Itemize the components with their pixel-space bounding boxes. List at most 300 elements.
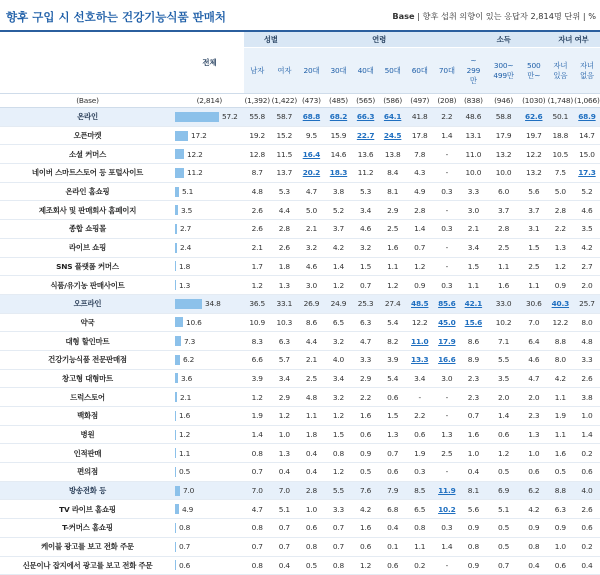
value-bar <box>175 542 176 552</box>
whole-value: 57.2 <box>221 112 238 122</box>
whole-value: 34.8 <box>204 299 221 309</box>
value-cell: - <box>433 556 460 575</box>
whole-cell <box>175 313 244 332</box>
value-bar <box>175 560 176 570</box>
value-cell: 68.9 <box>574 108 600 127</box>
whole-cell <box>175 388 244 407</box>
value-cell: 8.3 <box>244 332 271 351</box>
value-cell: 0.8 <box>460 537 486 556</box>
value-cell: 0.9 <box>460 519 486 538</box>
value-cell: 13.2 <box>521 164 547 183</box>
value-cell: 1.3 <box>271 276 298 295</box>
value-cell: 2.5 <box>521 257 547 276</box>
row-label: 대형 할인마트 <box>0 332 175 351</box>
col-header-10: 500 만~ <box>521 48 547 94</box>
base-note <box>392 11 596 22</box>
value-cell: - <box>433 407 460 426</box>
value-cell: 3.0 <box>298 276 325 295</box>
value-cell: 4.6 <box>574 201 600 220</box>
value-cell: 1.4 <box>433 537 460 556</box>
value-cell: 3.9 <box>244 369 271 388</box>
value-bar <box>175 112 219 122</box>
value-cell: 3.3 <box>325 500 352 519</box>
value-cell: 0.7 <box>352 276 379 295</box>
value-cell: 6.3 <box>547 500 574 519</box>
value-cell: 1.4 <box>406 220 433 239</box>
value-cell: 68.8 <box>298 108 325 127</box>
value-cell: 13.3 <box>406 350 433 369</box>
value-cell: 8.0 <box>547 350 574 369</box>
value-cell: 0.6 <box>574 519 600 538</box>
value-cell: 5.0 <box>298 201 325 220</box>
value-cell: 3.9 <box>379 350 406 369</box>
value-cell: 0.4 <box>298 444 325 463</box>
value-cell: 3.3 <box>460 182 486 201</box>
value-cell: 1.5 <box>352 257 379 276</box>
value-cell: 4.9 <box>406 182 433 201</box>
col-header-3: 30대 <box>325 48 352 94</box>
whole-cell <box>175 350 244 369</box>
base-note-text: | 향후 섭취 의향이 있는 응답자 2,814명 단위 | % <box>414 11 596 21</box>
value-cell: 27.4 <box>379 294 406 313</box>
value-cell: 24.9 <box>325 294 352 313</box>
value-cell: 11.0 <box>406 332 433 351</box>
value-cell: 1.1 <box>460 276 486 295</box>
value-cell: 1.7 <box>244 257 271 276</box>
value-cell: 26.9 <box>298 294 325 313</box>
value-cell: 50.1 <box>547 108 574 127</box>
value-cell: 13.1 <box>460 126 486 145</box>
value-cell: 5.3 <box>352 182 379 201</box>
value-cell: 5.1 <box>271 500 298 519</box>
value-cell: 3.7 <box>521 201 547 220</box>
value-cell: 0.6 <box>352 425 379 444</box>
value-cell: 0.2 <box>574 537 600 556</box>
value-cell: 1.6 <box>352 407 379 426</box>
value-cell: 0.7 <box>486 556 520 575</box>
value-bar <box>175 224 177 234</box>
table-row <box>0 238 600 257</box>
value-cell: 4.3 <box>406 164 433 183</box>
whole-cell <box>175 481 244 500</box>
value-cell: 25.3 <box>352 294 379 313</box>
value-cell: 0.7 <box>379 444 406 463</box>
value-cell: 3.3 <box>574 350 600 369</box>
base-cell: (565) <box>352 94 379 108</box>
row-label: 케이블 광고를 보고 전화 주문 <box>0 537 175 556</box>
value-bar <box>175 205 178 215</box>
value-cell: 0.9 <box>547 276 574 295</box>
value-cell: 4.2 <box>352 500 379 519</box>
base-cell: (485) <box>325 94 352 108</box>
value-cell: 4.2 <box>521 500 547 519</box>
value-bar <box>175 392 177 402</box>
value-bar <box>175 299 202 309</box>
col-header-11: 자녀 있음 <box>547 48 574 94</box>
value-bar <box>175 430 176 440</box>
value-cell: 15.9 <box>325 126 352 145</box>
row-label: 약국 <box>0 313 175 332</box>
value-cell: 1.1 <box>298 407 325 426</box>
value-cell: 1.9 <box>244 407 271 426</box>
value-cell: 0.6 <box>406 425 433 444</box>
value-cell: 1.6 <box>486 276 520 295</box>
value-cell: 4.4 <box>271 201 298 220</box>
value-bar <box>175 168 184 178</box>
value-cell: 2.5 <box>486 238 520 257</box>
value-cell: 17.9 <box>486 126 520 145</box>
value-cell: 2.6 <box>244 220 271 239</box>
value-cell: 0.6 <box>379 556 406 575</box>
value-cell: 2.1 <box>244 238 271 257</box>
row-label: 소셜 커머스 <box>0 145 175 164</box>
value-cell: 8.7 <box>244 164 271 183</box>
value-cell: 0.7 <box>271 519 298 538</box>
value-cell: 62.6 <box>521 108 547 127</box>
value-cell: 0.4 <box>521 556 547 575</box>
value-cell: 1.9 <box>547 407 574 426</box>
value-cell: 66.3 <box>352 108 379 127</box>
col-header-0: 남자 <box>244 48 271 94</box>
value-cell: 13.6 <box>352 145 379 164</box>
table-row <box>0 313 600 332</box>
value-cell: 48.5 <box>406 294 433 313</box>
value-cell: 1.3 <box>379 425 406 444</box>
row-label: 드럭스토어 <box>0 388 175 407</box>
value-cell: 4.7 <box>298 182 325 201</box>
value-cell: 0.7 <box>406 238 433 257</box>
value-cell: 10.3 <box>271 313 298 332</box>
value-cell: 6.5 <box>325 313 352 332</box>
group-header-age: 연령 <box>298 31 460 48</box>
value-cell: 12.8 <box>244 145 271 164</box>
col-header-1: 여자 <box>271 48 298 94</box>
value-cell: 10.5 <box>547 145 574 164</box>
value-cell: 1.6 <box>460 425 486 444</box>
value-cell: 2.2 <box>352 388 379 407</box>
value-cell: 0.4 <box>298 463 325 482</box>
whole-cell <box>175 108 244 127</box>
value-cell: 0.5 <box>486 463 520 482</box>
value-bar <box>175 504 179 514</box>
table-row <box>0 350 600 369</box>
row-label: 오프라인 <box>0 294 175 313</box>
value-cell: 16.4 <box>298 145 325 164</box>
table-row <box>0 407 600 426</box>
row-label: 오픈마켓 <box>0 126 175 145</box>
whole-value: 1.2 <box>178 430 191 440</box>
value-cell: 8.1 <box>379 182 406 201</box>
value-cell: 4.0 <box>574 481 600 500</box>
value-cell: 2.1 <box>298 350 325 369</box>
value-cell: 5.6 <box>521 182 547 201</box>
value-cell: 30.6 <box>521 294 547 313</box>
row-label: 병원 <box>0 425 175 444</box>
base-cell: (208) <box>433 94 460 108</box>
value-cell: 7.6 <box>352 481 379 500</box>
whole-value: 7.3 <box>183 336 196 346</box>
value-bar <box>175 243 177 253</box>
value-cell: 8.8 <box>547 481 574 500</box>
value-cell: 12.2 <box>547 313 574 332</box>
value-cell: 3.7 <box>325 220 352 239</box>
whole-cell <box>175 463 244 482</box>
value-cell: 6.2 <box>521 481 547 500</box>
value-bar <box>175 373 178 383</box>
value-cell: 6.4 <box>521 332 547 351</box>
whole-value: 1.8 <box>178 261 191 271</box>
table-row <box>0 463 600 482</box>
value-cell: 10.0 <box>486 164 520 183</box>
value-cell: 11.5 <box>271 145 298 164</box>
value-cell: 0.7 <box>244 463 271 482</box>
value-cell: 1.3 <box>271 444 298 463</box>
base-row <box>0 94 600 108</box>
value-cell: 3.2 <box>325 332 352 351</box>
value-cell: 1.1 <box>486 257 520 276</box>
value-cell: 58.8 <box>486 108 520 127</box>
row-label: 방송전화 등 <box>0 481 175 500</box>
value-cell: 8.6 <box>460 332 486 351</box>
value-cell: 0.9 <box>547 519 574 538</box>
value-cell: 0.3 <box>433 276 460 295</box>
row-header-corner <box>0 31 175 94</box>
value-cell: 5.4 <box>379 369 406 388</box>
value-cell: 0.6 <box>379 463 406 482</box>
value-cell: 5.7 <box>271 350 298 369</box>
table-body <box>0 94 600 575</box>
value-cell: 1.5 <box>521 238 547 257</box>
value-cell: 1.1 <box>521 276 547 295</box>
value-cell: 7.5 <box>547 164 574 183</box>
value-cell: 1.2 <box>244 388 271 407</box>
value-cell: 16.6 <box>433 350 460 369</box>
value-cell: - <box>433 257 460 276</box>
value-cell: 4.8 <box>244 182 271 201</box>
value-cell: 6.3 <box>271 332 298 351</box>
whole-cell <box>175 276 244 295</box>
whole-value: 5.1 <box>181 187 194 197</box>
col-header-6: 60대 <box>406 48 433 94</box>
col-header-5: 50대 <box>379 48 406 94</box>
value-cell: 2.9 <box>352 369 379 388</box>
value-cell: 0.2 <box>574 444 600 463</box>
whole-cell <box>175 556 244 575</box>
value-cell: 0.8 <box>521 537 547 556</box>
value-cell: 1.5 <box>460 257 486 276</box>
whole-cell <box>175 537 244 556</box>
value-cell: 1.5 <box>379 407 406 426</box>
value-cell: 4.2 <box>574 238 600 257</box>
value-cell: 1.2 <box>547 257 574 276</box>
value-cell: 10.2 <box>486 313 520 332</box>
base-note-label: Base <box>392 11 415 21</box>
value-cell: 15.6 <box>460 313 486 332</box>
whole-value: 1.3 <box>178 280 191 290</box>
whole-value: 3.5 <box>180 205 193 215</box>
whole-cell <box>175 126 244 145</box>
value-cell: 41.8 <box>406 108 433 127</box>
value-cell: 15.0 <box>574 145 600 164</box>
value-cell: 6.0 <box>486 182 520 201</box>
value-cell: 3.8 <box>325 182 352 201</box>
base-cell: (497) <box>406 94 433 108</box>
value-cell: 0.7 <box>244 537 271 556</box>
table-row <box>0 444 600 463</box>
value-cell: 0.4 <box>574 556 600 575</box>
whole-cell <box>175 444 244 463</box>
table-row <box>0 425 600 444</box>
value-cell: 1.3 <box>521 425 547 444</box>
value-cell: 0.9 <box>406 276 433 295</box>
whole-cell <box>175 220 244 239</box>
table-row <box>0 257 600 276</box>
value-cell: 1.9 <box>406 444 433 463</box>
value-cell: 6.9 <box>486 481 520 500</box>
value-cell: 1.2 <box>325 407 352 426</box>
value-cell: 1.0 <box>271 425 298 444</box>
value-cell: 0.8 <box>244 519 271 538</box>
table-row <box>0 201 600 220</box>
value-cell: 2.3 <box>460 388 486 407</box>
value-cell: 2.3 <box>521 407 547 426</box>
value-cell: 3.4 <box>271 369 298 388</box>
whole-value: 0.8 <box>178 523 191 533</box>
whole-cell <box>175 332 244 351</box>
value-cell: 2.9 <box>271 388 298 407</box>
value-cell: 0.5 <box>486 519 520 538</box>
value-bar <box>175 336 181 346</box>
value-cell: 17.3 <box>574 164 600 183</box>
whole-cell <box>175 425 244 444</box>
value-cell: 0.5 <box>547 463 574 482</box>
whole-value: 11.2 <box>186 168 203 178</box>
value-cell: 4.8 <box>298 388 325 407</box>
value-cell: 1.1 <box>379 257 406 276</box>
value-cell: 0.4 <box>271 556 298 575</box>
value-cell: 4.6 <box>521 350 547 369</box>
value-cell: 11.0 <box>460 145 486 164</box>
table-row <box>0 556 600 575</box>
row-label: TV 라이브 홈쇼핑 <box>0 500 175 519</box>
value-cell: 40.3 <box>547 294 574 313</box>
value-cell: 13.2 <box>486 145 520 164</box>
value-cell: 1.1 <box>547 425 574 444</box>
row-label: 네이버 스마트스토어 등 포털사이트 <box>0 164 175 183</box>
row-label: 신문이나 잡지에서 광고를 보고 전화 주문 <box>0 556 175 575</box>
value-cell: 0.8 <box>244 444 271 463</box>
page-title: 향후 구입 시 선호하는 건강기능식품 판매처 <box>6 10 226 24</box>
value-cell: 1.2 <box>352 556 379 575</box>
value-cell: 3.5 <box>486 369 520 388</box>
value-cell: 8.6 <box>298 313 325 332</box>
whole-cell <box>175 182 244 201</box>
value-cell: 2.9 <box>379 201 406 220</box>
group-header-gender: 성별 <box>244 31 298 48</box>
value-bar <box>175 448 176 458</box>
value-bar <box>175 467 176 477</box>
value-cell: 0.9 <box>521 519 547 538</box>
value-cell: 2.0 <box>574 276 600 295</box>
table-row <box>0 369 600 388</box>
value-bar <box>175 523 176 533</box>
row-label: SNS 플랫폼 커머스 <box>0 257 175 276</box>
value-cell: 8.4 <box>379 164 406 183</box>
col-header-12: 자녀 없음 <box>574 48 600 94</box>
value-cell: 5.0 <box>547 182 574 201</box>
value-bar <box>175 355 180 365</box>
value-cell: 1.0 <box>521 444 547 463</box>
table-row <box>0 182 600 201</box>
data-table <box>0 30 600 575</box>
value-cell: 3.8 <box>574 388 600 407</box>
table-row <box>0 220 600 239</box>
value-cell: 2.2 <box>433 108 460 127</box>
whole-value: 0.5 <box>178 467 191 477</box>
value-cell: 10.2 <box>433 500 460 519</box>
header-group-row <box>0 31 600 48</box>
value-cell: 22.7 <box>352 126 379 145</box>
value-cell: 6.6 <box>244 350 271 369</box>
value-cell: 4.7 <box>244 500 271 519</box>
value-bar <box>175 317 183 327</box>
value-cell: 14.7 <box>574 126 600 145</box>
value-cell: 1.4 <box>244 425 271 444</box>
value-cell: 3.2 <box>298 238 325 257</box>
value-cell: 1.0 <box>574 407 600 426</box>
value-cell: 17.8 <box>406 126 433 145</box>
value-cell: 5.4 <box>379 313 406 332</box>
category-row <box>0 481 600 500</box>
value-cell: 0.7 <box>460 407 486 426</box>
value-cell: 0.8 <box>325 444 352 463</box>
value-bar <box>175 280 176 290</box>
whole-cell <box>175 294 244 313</box>
value-cell: 4.2 <box>547 369 574 388</box>
value-cell: 3.0 <box>433 369 460 388</box>
value-cell: 1.3 <box>433 425 460 444</box>
value-cell: 3.3 <box>352 350 379 369</box>
value-cell: 8.1 <box>460 481 486 500</box>
value-cell: 1.4 <box>574 425 600 444</box>
row-label: 건강기능식품 전문판매점 <box>0 350 175 369</box>
base-cell: (1,422) <box>271 94 298 108</box>
value-cell: 8.5 <box>406 481 433 500</box>
value-cell: 64.1 <box>379 108 406 127</box>
base-cell: (473) <box>298 94 325 108</box>
table-row <box>0 276 600 295</box>
table-row <box>0 537 600 556</box>
value-cell: 4.0 <box>325 350 352 369</box>
row-label: 식품/유기농 판매사이트 <box>0 276 175 295</box>
base-cell: (586) <box>379 94 406 108</box>
whole-value: 2.4 <box>179 243 192 253</box>
row-label: 온라인 <box>0 108 175 127</box>
value-cell: 12.2 <box>521 145 547 164</box>
value-cell: 0.3 <box>433 182 460 201</box>
value-cell: 12.2 <box>406 313 433 332</box>
row-label: 백화점 <box>0 407 175 426</box>
base-cell: (1,392) <box>244 94 271 108</box>
value-cell: 0.4 <box>271 463 298 482</box>
col-header-4: 40대 <box>352 48 379 94</box>
value-cell: 42.1 <box>460 294 486 313</box>
value-cell: 1.0 <box>547 537 574 556</box>
value-cell: 0.7 <box>325 537 352 556</box>
value-cell: 0.3 <box>433 220 460 239</box>
value-cell: 1.5 <box>325 425 352 444</box>
value-cell: 0.5 <box>352 463 379 482</box>
